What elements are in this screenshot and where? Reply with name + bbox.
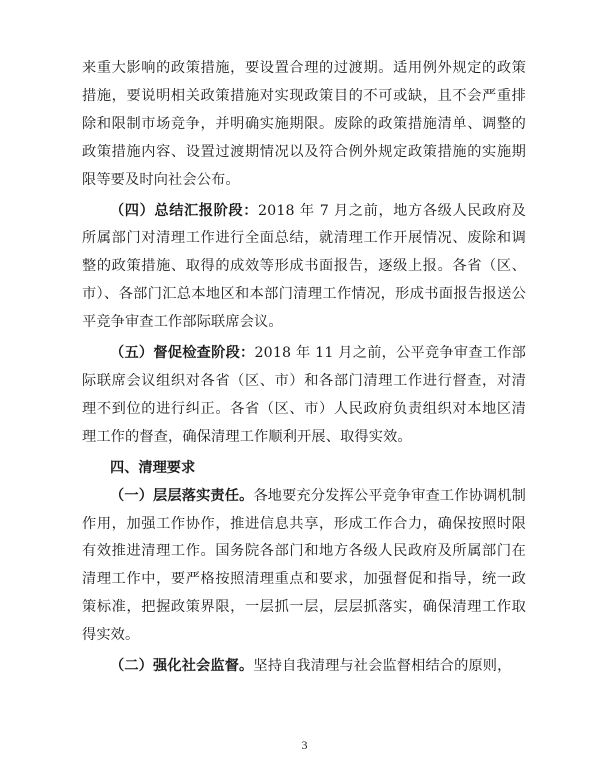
paragraph-text: 各地要充分发挥公平竞争审查工作协调机制作用，加强工作协作，推进信息共享，形成工作合力，确保按照时限有效推进清理工作。国务院各部门和地方各级人民政府及所属部门在清理工作中，要严格按照清理重点和要求，加强督促和指导，统一政策标准，把握政策界限，一层抓一层，层层抓落实，确保清理工作取得实效。 — [82, 487, 526, 644]
paragraph-lead: （四）总结汇报阶段： — [110, 202, 258, 219]
paragraph-inspection-stage — [82, 340, 526, 452]
paragraph-continuation — [82, 55, 526, 195]
paragraph-requirement-supervision — [82, 653, 526, 681]
paragraph-text: 2018 年 7 月之前，地方各级人民政府及所属部门对清理工作进行全面总结，就清理工作开展情况、废除和调整的政策措施、取得的成效等形成书面报告，逐级上报。各省（区、市）、各部门汇总本地区和本部门清理工作情况，形成书面报告报送公平竞争审查工作部际联席会议。 — [82, 202, 526, 331]
document-body — [82, 55, 526, 681]
paragraph-text: 坚持自我清理与社会监督相结合的原则， — [253, 658, 512, 675]
paragraph-lead: （五）督促检查阶段： — [110, 345, 255, 362]
paragraph-requirement-responsibility — [82, 483, 526, 650]
section-heading: 四、清理要求 — [110, 459, 196, 476]
page-number: 3 — [301, 738, 308, 752]
paragraph-text: 来重大影响的政策措施，要设置合理的过渡期。适用例外规定的政策措施，要说明相关政策措施对实现政策目的不可或缺，且不会严重排除和限制市场竞争，并明确实施期限。废除的政策措施清单、调整的政策措施内容、设置过渡期情况以及符合例外规定政策措施的实施期限等要及时向社会公布。 — [82, 60, 526, 188]
paragraph-lead: （二）强化社会监督。 — [110, 658, 254, 675]
paragraph-text: 2018 年 11 月之前，公平竞争审查工作部际联席会议组织对各省（区、市）和各部门清理工作进行督查，对清理不到位的进行纠正。各省（区、市）人民政府负责组织对本地区清理工作的督查，确保清理工作顺利开展、取得实效。 — [82, 345, 526, 445]
paragraph-summary-stage — [82, 198, 526, 338]
paragraph-lead: （一）层层落实责任。 — [110, 487, 254, 504]
